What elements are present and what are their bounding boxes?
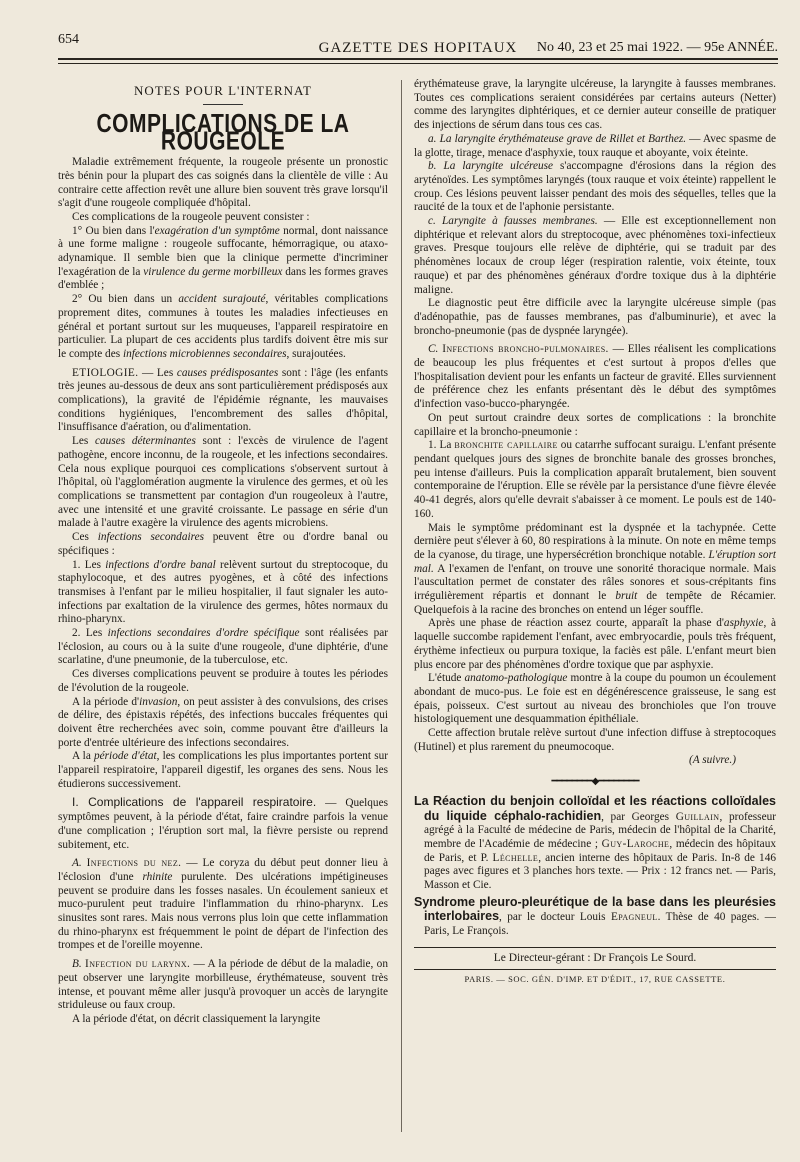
ornament-divider: ━━━━━━━━◆━━━━━━━━ [551,776,639,788]
section-label: ETIOLOGIE. [72,366,139,379]
paragraph: 2° Ou bien dans un accident surajouté, véritables complications proprement dites, communes à toutes les maladies infectieuses en général et portant surtout sur les muqueuses, l'appareil respiratoire en particulier. La plupart de ces accidents plus tardifs doivent être mis sur le compte des infections microbiennes secondaires, surajoutées. [58,293,388,360]
paragraph: Cette affection brutale relève surtout d'une infection diffuse à streptocoques (Hutinel) et plus rarement du pneumocoque. [414,727,776,753]
paragraph: Ces diverses complications peuvent se produire à toutes les périodes de l'évolution de la rougeole. [58,668,388,694]
footer-rule-thin [414,969,776,970]
section-etiologie: ETIOLOGIE. — Les causes prédisposantes sont : l'âge (les enfants très jeunes au-dessous de deux ans sont particulièrement prédisposés aux complications), la gravité de l'épidémie régnante, les mauvaises conditions hygiéniques, l'encombrement des salles d'hôpital, l'insuffisance d'aération, ou d'alimentation. [58,366,388,434]
paragraph: Maladie extrêmement fréquente, la rougeole présente un pronostic très bénin pour la plupart des cas soignés dans la clientèle de ville : Au contraire cette affection revêt une allure bien souvent très grave lorsqu'il s'agit d'une rougeole compliquée d'hôpital. [58,156,388,210]
column-divider [401,80,402,1132]
paragraph: a. La laryngite érythémateuse grave de Rillet et Barthez. — Avec spasme de la glotte, tirage, menace d'asphyxie, toux rauque et aboyante, voix éteinte. [414,132,776,159]
subsection-larynx: B. Infection du larynx. — A la période de début de la maladie, on peut observer une laryngite morbilleuse, érythémateuse, souvent très intense, et pouvant même aller jusqu'à provoquer un accès de laryngite striduleuse ou faux croup. [58,958,388,1012]
section-heading: I. Complications de l'appareil respiratoire. [72,795,317,810]
paragraph: A la période d'état, on décrit classiquement la laryngite [72,1013,321,1025]
left-column [58,78,388,1162]
paragraph: 1. Les infections d'ordre banal relèvent surtout du streptocoque, du staphylocoque, et des autres pyogènes, et à côté des infections transmises à l'enfant par le milieu hospitalier, il faut signaler les auto-infections par exaltation de la virulence des germes, hôtes normaux du rhino-pharynx. [58,558,388,626]
journal-title: GAZETTE DES HOPITAUX [318,40,518,56]
subsection-broncho-pulmonary: C. Infections broncho-pulmonaires. — Elles réalisent les complications de beaucoup les plus fréquentes et c'est surtout à propos d'elles que l'hospitalisation devient pour les enfants un facteur de gravité. Elles surviennent de préférence chez les enfants présentant dès le début des symptômes d'infection vaso-bucco-pharyngée. [414,343,776,411]
paragraph: Après une phase de réaction assez courte, apparaît la phase d'asphyxie, à laquelle succombe rapidement l'enfant, avec embryocardie, pouls très fréquent, érythème infectieux ou purpura toxique, la faciès est pâle. L'enfant meurt bien plus encore par des phénomènes d'ordre toxique que par asphyxie. [414,617,776,671]
paragraph: 1° Ou bien dans l'exagération d'un symptôme normal, dont naissance à une forme maligne : rougeole suffocante, hémorragique, ou ataxo-adynamique. Il semble bien que la clinique permette d'incriminer l'exagération de la virulence du germe morbilleux dans les formes graves d'emblée ; [58,224,388,292]
paragraph: 1. La bronchite capillaire ou catarrhe suffocant suraigu. L'enfant présente pendant quelques jours des signes de bronchite banale des grosses bronches, peu intense d'ailleurs. Puis la complication apparaît brutalement, bien souvent contemporaine de l'éruption. Elle se révèle par la persistance d'une fièvre élevée 40-41 degrés, alors qu'elle devrait s'abaisser à ce moment. Le pouls est de 140-160. [414,439,776,520]
paragraph: Le diagnostic peut être difficile avec la laryngite ulcéreuse simple (pas d'adénopathie, pas de fausses membranes, pas d'albuminurie), et avec la broncho-pneumonie (pas de dyspnée laryngée). [414,297,776,337]
subsection-nose: A. Infections du nez. — Le coryza du début peut donner lieu à l'éclosion d'une rhinite purulente. Des ulcérations impétigineuses peuvent se produire dans les fosses nasales. Un écoulement sanieux et muco-purulent peut traduire l'inflammation du rhino-pharynx. Les sinusites sont rares. Mais nous verrons plus loin que cette inflammation du rhino-pharynx est fréquemment le point de départ de l'infection des trompes et de l'oreille moyenne. [58,857,388,952]
paragraph: Mais le symptôme prédominant est la dyspnée et la tachypnée. Cette dernière peut s'élever à 60, 80 respirations à la minute. On note en même temps de la cyanose, du tirage, une hypersécrétion bronchique notable. L'éruption sort mal. A l'examen de l'enfant, on trouve une sonorité thoracique normale. Mais l'auscultation permet de constater des râles sonores et sous-crépitants fins irrégulièrement répartis et donnant le bruit de tempête de Récamier. Quelquefois à la racine des bronches on entend un léger souffle. [414,521,776,616]
book-notice-syndrome: Syndrome pleuro-pleurétique de la base dans les pleurésies interlobaires, par le docteur Louis Epagneul. Thèse de 40 pages. — Paris, Le François. [414,894,776,938]
header-rule-thick [58,58,778,60]
header-rule-thin [58,63,778,64]
paragraph: b. La laryngite ulcéreuse s'accompagne d'érosions dans la région des aryténoïdes. Les symptômes laryngés (toux rauque et voix éteinte) rappellent le croup. Ces lésions peuvent laisser pendant des mois des séquelles, telles que la raucité de la toux et de l'aphonie persistante. [414,160,776,214]
director-line: Le Directeur-gérant : Dr François Le Sourd. [493,951,697,964]
paragraph: érythémateuse grave, la laryngite ulcéreuse, la laryngite à fausses membranes. Toutes ces complications seraient considérées par certains auteurs (Netter) comme des laryngites diphtériques, et ce dernier auteur conseille de pratiquer des injections de sérum dans tous ces cas. [414,78,776,132]
paragraph: Ces infections secondaires peuvent être ou d'ordre banal ou spécifiques : [58,531,388,557]
to-be-continued: (A suivre.) [688,754,736,767]
paragraph: c. Laryngite à fausses membranes. — Elle est exceptionnellement non diphtérique et relevant alors du streptocoque, avec phénomènes toxi-infectieux graves. Presque toujours elle relève de diphtérie, qui se traduit par des phénomènes locaux de croup léger (respiration ralentie, voix éteinte, toux rauque) et par des phénomènes généraux d'ordre toxique dus à la diphtérie maligne. [414,215,776,296]
footer-rule [414,947,776,948]
section-respiratory: I. Complications de l'appareil respiratoire. — Quelques symptômes peuvent, à la période d'état, faire craindre parfois la venue d'une complication ; l'éruption sort mal, la fièvre persiste ou reprend subitement, etc. [58,795,388,851]
paragraph: Les causes déterminantes sont : l'excès de virulence de l'agent pathogène, encore inconnu, de la rougeole, et les infections secondaires. Cela nous explique pourquoi ces complications s'observent surtout à l'hôpital, où l'agglomération augmente la virulence des germes, et où les complications se transmettent par contagion d'un rougeoleux à l'autre, avec une intensité et une gravité croissante. Le passage en série d'un malade à l'autre exagère la virulence des agents microbiens. [58,435,388,530]
paragraph: 2. Les infections secondaires d'ordre spécifique sont réalisées par l'éclosion, au cours ou à la suite d'une rougeole, d'une diphtérie, d'une scarlatine, d'une pneumonie, de la tuberculose, etc. [58,627,388,667]
issue-info: No 40, 23 et 25 mai 1922. — 95e ANNÉE. [536,40,778,55]
heading-rule [203,104,243,105]
right-column [414,78,776,1162]
series-heading: NOTES POUR L'INTERNAT [134,83,312,98]
page-number: 654 [58,32,79,47]
paragraph: A la période d'invasion, on peut assister à des convulsions, des crises de délire, des épistaxis répétés, des infections buccales fréquentes qui doivent être recherchées avec soin, comme pouvant être d'ailleurs la porte d'entrée ultérieure des infections secondaires. [58,695,388,749]
printer-line: PARIS. — SOC. GÉN. D'IMP. ET D'ÉDIT., 17, RUE CASSETTE. [464,973,726,984]
article-title: COMPLICATIONS DE LA ROUGEOLE [96,109,350,155]
running-head [58,30,778,56]
paragraph: L'étude anatomo-pathologique montre à la coupe du poumon un écoulement abondant de muco-pus. Le foie est en dégénérescence graisseuse, le sang est épais, poisseux. C'est surtout au niveau des bronchioles que l'on trouve histologiquement une desquammation épithéliale. [414,672,776,726]
paragraph: On peut surtout craindre deux sortes de complications : la bronchite capillaire et la broncho-pneumonie : [414,411,776,438]
paragraph: Ces complications de la rougeole peuvent consister : [72,210,310,223]
paragraph: A la période d'état, les complications les plus importantes portent sur l'appareil respiratoire, l'appareil digestif, les organes des sens. Nous les étudierons successivement. [58,750,388,790]
book-notice-benjoin: La Réaction du benjoin colloïdal et les réactions colloïdales du liquide céphalo-rachidien, par Georges Guillain, professeur agrégé à la Faculté de médecine de Paris, médecin de l'hôpital de la Charité, membre de l'Académie de médecine ; Guy-Laroche, médecin des hôpitaux de Paris, et P. Léchelle, ancien interne des hôpitaux de Paris. In-8 de 146 pages avec figures et 3 planches hors texte. — Prix : 12 francs net. — Paris, Masson et Cie. [414,793,776,892]
